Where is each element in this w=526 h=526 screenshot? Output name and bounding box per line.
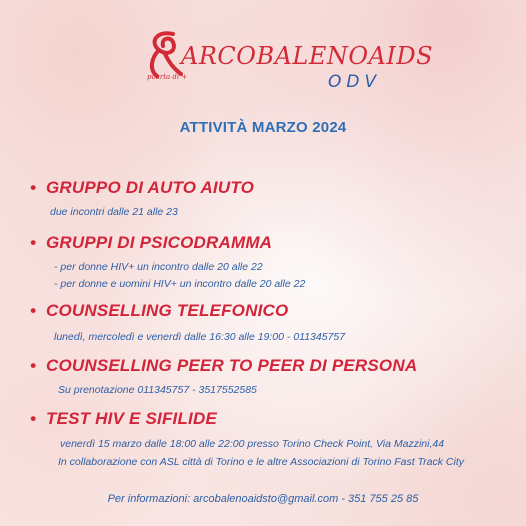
logo-tagline: poarta di + bbox=[147, 73, 188, 81]
logo-name: ARCOBALENOAIDS bbox=[181, 42, 434, 70]
activity-heading-text: COUNSELLING TELEFONICO bbox=[46, 301, 289, 320]
activity-detail: due incontri dalle 21 alle 23 bbox=[50, 206, 178, 218]
bullet-dot-icon: • bbox=[30, 409, 37, 428]
bullet-dot-icon: • bbox=[30, 233, 37, 252]
activity-heading-2 bbox=[30, 233, 272, 253]
activity-heading-4 bbox=[30, 356, 417, 376]
activity-heading-5 bbox=[30, 409, 217, 429]
activity-heading-text: TEST HIV E SIFILIDE bbox=[46, 409, 217, 428]
activity-heading-1 bbox=[30, 178, 254, 198]
activity-detail: lunedì, mercoledì e venerdì dalle 16:30 alle 19:00 - 011345757 bbox=[54, 331, 346, 343]
bullet-dot-icon: • bbox=[30, 301, 37, 320]
activity-detail: In collaborazione con ASL città di Torino e le altre Associazioni di Torino Fast Track City bbox=[58, 456, 465, 468]
activity-heading-text: GRUPPI DI PSICODRAMMA bbox=[46, 233, 273, 252]
bullet-dot-icon: • bbox=[30, 356, 37, 375]
activity-heading-text: COUNSELLING PEER TO PEER DI PERSONA bbox=[46, 356, 418, 375]
activity-heading-text: GRUPPO DI AUTO AIUTO bbox=[46, 178, 255, 197]
page-title: ATTIVITÀ MARZO 2024 bbox=[179, 119, 347, 136]
logo bbox=[143, 28, 434, 98]
activity-detail: - per donne e uomini HIV+ un incontro dalle 20 alle 22 bbox=[54, 278, 306, 290]
activity-detail: venerdì 15 marzo dalle 18:00 alle 22:00 presso Torino Check Point, Via Mazzini,44 bbox=[60, 438, 445, 450]
logo-suffix: ODV bbox=[328, 72, 382, 92]
contact-info: Per informazioni: arcobalenoaidsto@gmail.com - 351 755 25 85 bbox=[107, 493, 419, 505]
activity-detail: - per donne HIV+ un incontro dalle 20 alle 22 bbox=[54, 261, 263, 273]
bullet-dot-icon: • bbox=[30, 178, 37, 197]
activity-heading-3 bbox=[30, 301, 288, 321]
activity-detail: Su prenotazione 011345757 - 3517552585 bbox=[58, 384, 257, 396]
